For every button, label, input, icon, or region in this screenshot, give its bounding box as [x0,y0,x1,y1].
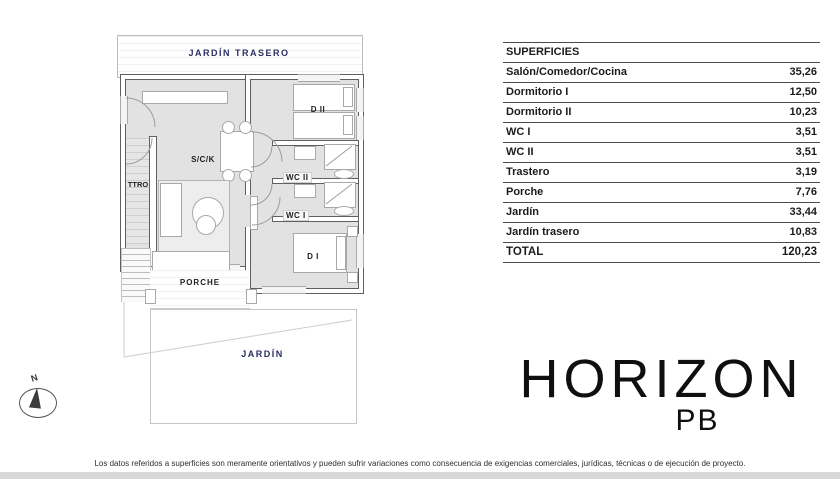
trastero-area [126,138,149,244]
row-value: 35,26 [742,63,820,83]
brand-floor-code: PB [675,404,720,437]
row-value: 3,51 [742,143,820,163]
wc1-shower [324,182,356,208]
porch-pillar-1 [145,289,156,304]
bottom-bar [0,472,840,479]
row-label: Dormitorio II [503,103,742,123]
d2-bed-1-pillow [343,87,353,107]
d2-window-2 [356,116,364,140]
footstool [196,215,216,235]
row-label: Jardín [503,203,742,223]
d2-window-1 [356,88,364,112]
total-value: 120,23 [742,243,820,263]
wc2-shower [324,144,356,170]
row-value: 7,76 [742,183,820,203]
row-label: Trastero [503,163,742,183]
wc1-sink [294,184,316,198]
row-value: 3,51 [742,123,820,143]
brand-name: HORIZON [519,349,804,409]
row-label: Salón/Comedor/Cocina [503,63,742,83]
total-label: TOTAL [503,243,742,263]
front-garden-area [150,309,357,424]
table-header-row [503,43,820,63]
table-row [503,123,820,143]
row-label: Jardín trasero [503,223,742,243]
compass-north-label: N [29,372,39,384]
d1-door-leaf [250,196,258,230]
porch-label: PORCHE [179,278,221,287]
sofa-left [160,183,182,237]
row-value: 3,19 [742,163,820,183]
row-value: 10,83 [742,223,820,243]
table-row [503,163,820,183]
wc1-toilet [334,206,354,216]
row-value: 10,23 [742,103,820,123]
d2-label: D II [310,105,326,114]
top-window [298,74,340,82]
wc2-sink [294,146,316,160]
row-label: WC I [503,123,742,143]
wc2-label: WC II [283,167,312,185]
disclaimer-text: Los datos referidos a superficies son meramente orientativos y pueden sufrir variaciones como consecuencia de exigencias comerciales, jurídicas, técnicas o de ejecución de proyecto. [94,459,746,468]
entry-door-opening [120,96,128,124]
wc2-toilet [334,169,354,179]
table-row [503,143,820,163]
d1-nightstand-1 [347,226,358,237]
table-row [503,103,820,123]
porch-area [150,270,250,309]
table-row [503,223,820,243]
table-total-row [503,243,820,263]
back-garden-label: JARDÍN TRASERO [188,48,290,58]
porch-pillar-2 [246,289,257,304]
table-title: SUPERFICIES [503,43,820,63]
surfaces-table [503,42,820,263]
d1-label: D I [307,252,319,261]
row-label: Dormitorio I [503,83,742,103]
dining-chair [239,121,252,134]
compass-needle-icon [29,387,43,408]
salon-label: S/C/K [191,155,215,164]
table-row [503,83,820,103]
d1-porch-door [262,286,306,294]
dining-chair [239,169,252,182]
d1-nightstand-2 [347,272,358,283]
d1-pillow [336,236,346,270]
sofa-bottom [152,251,230,272]
trastero-label: TTRO [127,180,149,189]
dining-chair [222,121,235,134]
table-row [503,203,820,223]
d1-window [356,234,364,268]
front-garden-label: JARDÍN [241,349,284,359]
wc1-label: WC I [283,205,309,223]
kitchen-counter [142,91,228,104]
table-row [503,63,820,83]
table-row [503,183,820,203]
row-value: 33,44 [742,203,820,223]
dining-table [220,131,254,172]
d2-bed-2-pillow [343,115,353,135]
row-label: WC II [503,143,742,163]
row-value: 12,50 [742,83,820,103]
row-label: Porche [503,183,742,203]
